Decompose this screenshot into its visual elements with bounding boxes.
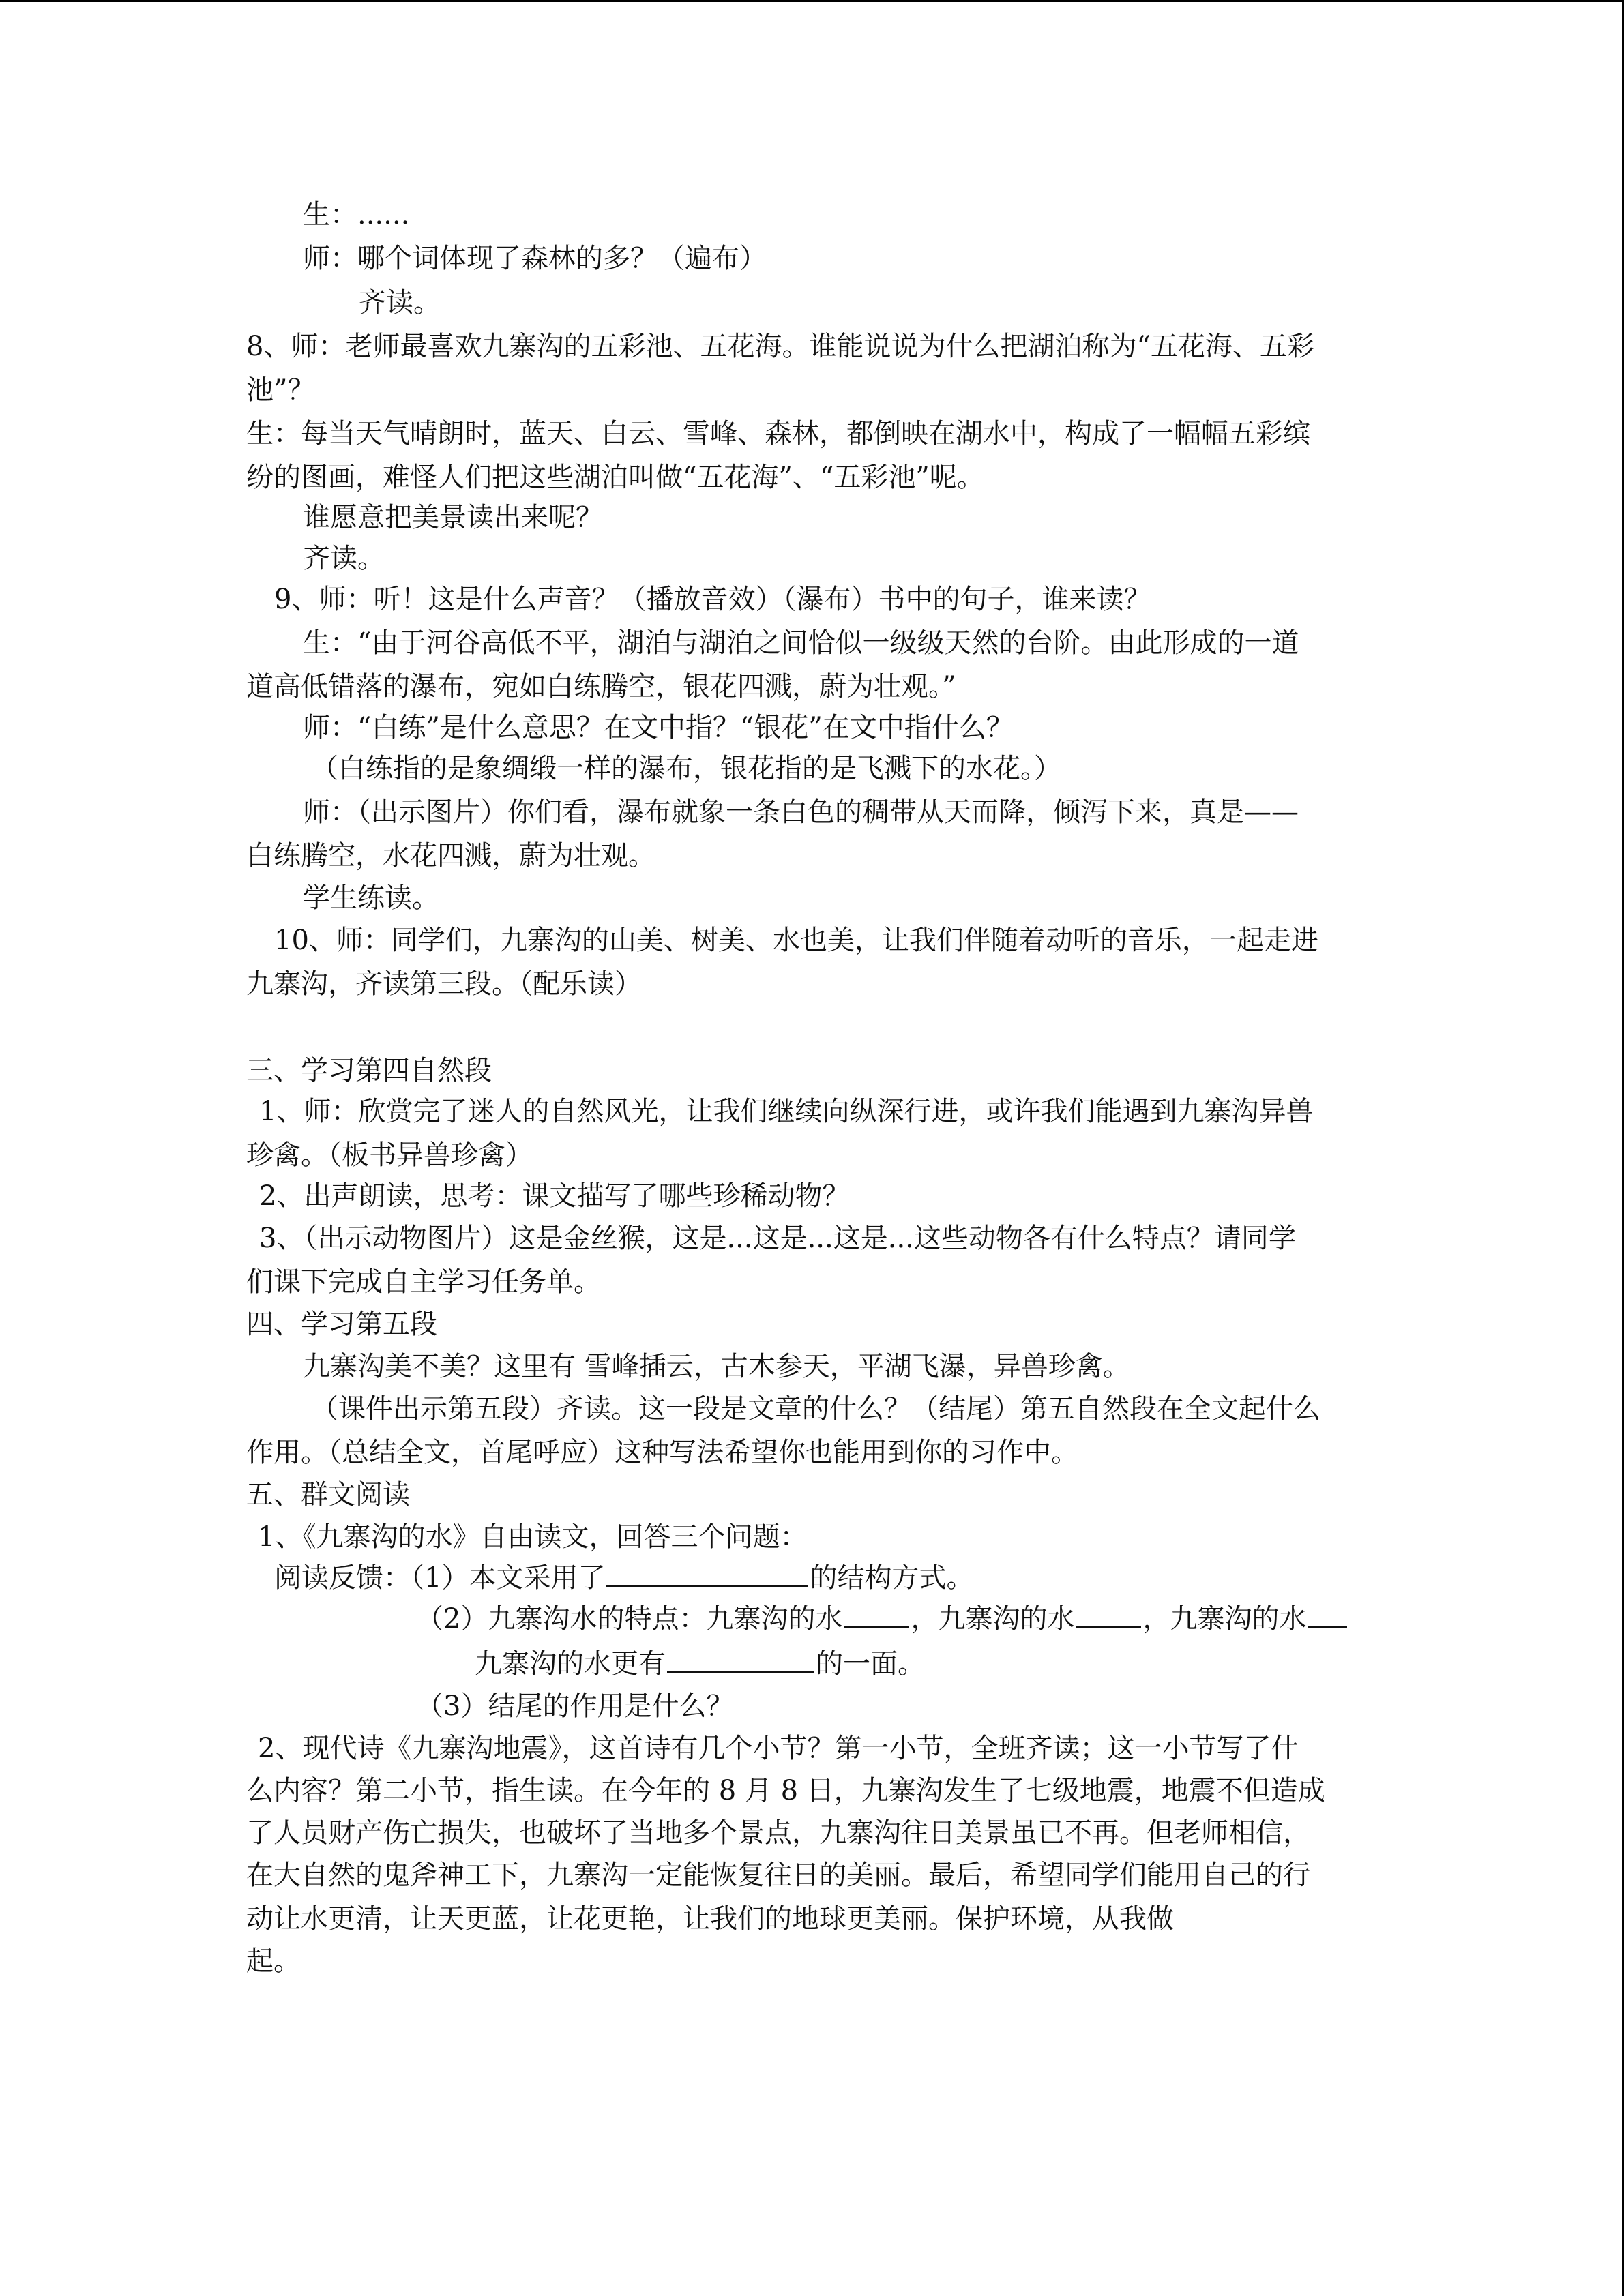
text-fragment: 阅读反馈：（1）本文采用了: [274, 1562, 606, 1594]
text-line: 们课下完成自主学习任务单。: [246, 1266, 601, 1298]
text-line: 么内容？第二小节，指生读。在今年的 8 月 8 日，九寨沟发生了七级地震，地震不但造成: [246, 1775, 1325, 1806]
text-fragment: ，九寨沟的水: [911, 1603, 1075, 1635]
feedback-question-3: （3）结尾的作用是什么？: [416, 1690, 734, 1722]
feedback-question-2-cont: [475, 1648, 925, 1680]
text-line: （课件出示第五段）齐读。这一段是文章的什么？（结尾）第五自然段在全文起什么: [311, 1393, 1320, 1425]
text-line: 齐读。: [303, 543, 385, 574]
text-line: 3、（出示动物图片）这是金丝猴，这是...这是...这是...这些动物各有什么特点？请同学: [259, 1223, 1296, 1254]
text-line: 8、师：老师最喜欢九寨沟的五彩池、五花海。谁能说说为什么把湖泊称为“五花海、五彩: [246, 331, 1314, 362]
text-line: 九寨沟，齐读第三段。（配乐读）: [246, 968, 642, 1000]
text-line: 在大自然的鬼斧神工下，九寨沟一定能恢复往日的美丽。最后，希望同学们能用自己的行: [246, 1860, 1310, 1891]
text-line: 1、《九寨沟的水》自由读文，回答三个问题：: [258, 1521, 808, 1553]
feedback-question-1: [274, 1562, 973, 1594]
text-line: 生：......: [303, 199, 410, 230]
text-fragment: 九寨沟的水更有: [475, 1648, 666, 1680]
text-line: 师：哪个词体现了森林的多？（遍布）: [303, 243, 767, 274]
text-fragment: 的结构方式。: [810, 1562, 974, 1594]
text-line: 1、师：欣赏完了迷人的自然风光，让我们继续向纵深行进，或许我们能遇到九寨沟异兽: [259, 1096, 1314, 1127]
fill-blank: [844, 1603, 909, 1628]
text-line: 生：“由于河谷高低不平，湖泊与湖泊之间恰似一级级天然的台阶。由此形成的一道: [303, 627, 1299, 659]
text-line: 学生练读。: [303, 882, 439, 914]
text-line: 动让水更清，让天更蓝，让花更艳，让我们的地球更美丽。保护环境，从我做: [246, 1903, 1174, 1935]
text-line: 2、出声朗读，思考：课文描写了哪些珍稀动物？: [259, 1180, 850, 1212]
text-line: 白练腾空，水花四溅，蔚为壮观。: [246, 840, 655, 871]
text-fragment: （2）九寨沟水的特点：九寨沟的水: [416, 1603, 843, 1635]
fill-blank: [606, 1562, 808, 1587]
text-line: 齐读。: [359, 287, 441, 318]
text-line: 2、现代诗《九寨沟地震》，这首诗有几个小节？第一小节，全班齐读；这一小节写了什: [258, 1733, 1299, 1764]
text-line: 池”？: [246, 374, 315, 406]
text-line: 道高低错落的瀑布，宛如白练腾空，银花四溅，蔚为壮观。”: [246, 671, 956, 702]
text-line: 纷的图画，难怪人们把这些湖泊叫做“五花海”、“五彩池”呢。: [246, 462, 984, 493]
fill-blank: [1308, 1603, 1347, 1628]
text-line: 了人员财产伤亡损失，也破坏了当地多个景点，九寨沟往日美景虽已不再。但老师相信，: [246, 1817, 1310, 1849]
text-line: 九寨沟美不美？这里有 雪峰插云，古木参天，平湖飞瀑，异兽珍禽。: [303, 1351, 1130, 1382]
section-heading: 四、学习第五段: [246, 1309, 437, 1340]
text-line: 9、师：听！这是什么声音？（播放音效）（瀑布）书中的句子，谁来读？: [274, 584, 1151, 615]
text-line: （白练指的是象绸缎一样的瀑布，银花指的是飞溅下的水花。）: [311, 753, 1061, 784]
text-line: 珍禽。（板书异兽珍禽）: [246, 1139, 533, 1171]
text-line: 作用。（总结全文，首尾呼应）这种写法希望你也能用到你的习作中。: [246, 1437, 1078, 1468]
text-fragment: 的一面。: [816, 1648, 925, 1680]
text-fragment: ，九寨沟的水: [1142, 1603, 1307, 1635]
fill-blank: [1076, 1603, 1141, 1628]
text-line: 起。: [246, 1945, 301, 1977]
text-line: 生：每当天气晴朗时，蓝天、白云、雪峰、森林，都倒映在湖水中，构成了一幅幅五彩缤: [246, 418, 1310, 449]
section-heading: 三、学习第四自然段: [246, 1055, 492, 1086]
fill-blank: [667, 1648, 814, 1673]
text-line: 师：“白练”是什么意思？在文中指？“银花”在文中指什么？: [303, 712, 1014, 743]
section-heading: 五、群文阅读: [246, 1479, 410, 1510]
text-line: 师：（出示图片）你们看，瀑布就象一条白色的稠带从天而降，倾泻下来，真是——: [303, 796, 1299, 828]
feedback-question-2: [416, 1602, 1348, 1635]
text-line: 谁愿意把美景读出来呢？: [303, 502, 603, 533]
text-line: 10、师：同学们，九寨沟的山美、树美、水也美，让我们伴随着动听的音乐，一起走进: [274, 925, 1318, 956]
